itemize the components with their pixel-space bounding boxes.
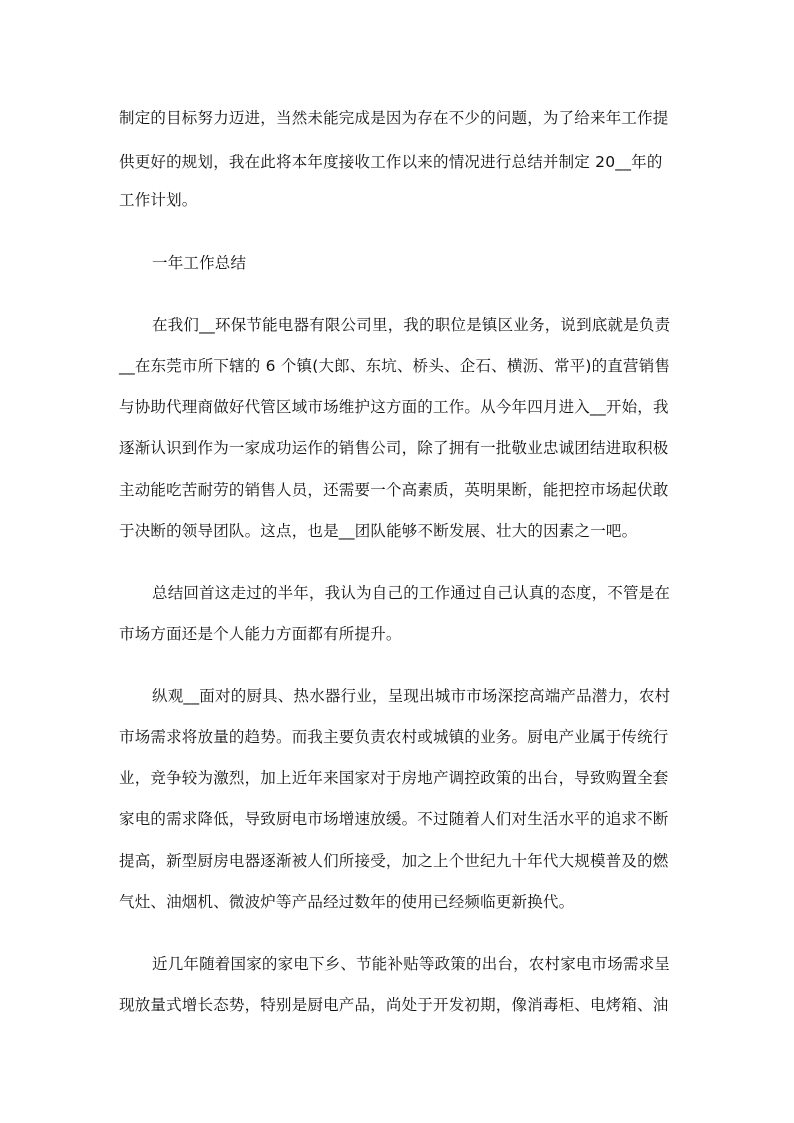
text-line: 制定的目标努力迈进，当然未能完成是因为存在不少的问题，为了给来年工作提: [119, 109, 669, 127]
text-line: 业，竞争较为激烈，加上近年来国家对于房地产调控政策的出台，导致购置全套: [119, 769, 669, 787]
text-line: 市场需求将放量的趋势。而我主要负责农村或城镇的业务。厨电产业属于传统行: [119, 728, 669, 746]
text-line: 供更好的规划，我在此将本年度接收工作以来的情况进行总结并制定 20__年的: [119, 153, 663, 171]
text-line: 于决断的领导团队。这点，也是__团队能够不断发展、壮大的因素之一吧。: [119, 522, 638, 540]
text-line: 与协助代理商做好代管区域市场维护这方面的工作。从今年四月进入__开始，我: [119, 398, 669, 416]
text-line: 现放量式增长态势，特别是厨电产品，尚处于开发初期，像消毒柜、电烤箱、油: [119, 996, 669, 1014]
text-line: 气灶、油烟机、微波炉等产品经过数年的使用已经频临更新换代。: [119, 893, 575, 911]
text-line: 工作计划。: [119, 191, 198, 209]
text-line: 逐渐认识到作为一家成功运作的销售公司，除了拥有一批敬业忠诚团结进取积极: [119, 439, 669, 457]
text-line: 主动能吃苦耐劳的销售人员，还需要一个高素质，英明果断，能把控市场起伏敢: [119, 481, 669, 499]
text-line: 纵观__面对的厨具、热水器行业，呈现出城市市场深挖高端产品潜力，农村: [152, 687, 671, 705]
text-line: 市场方面还是个人能力方面都有所提升。: [119, 625, 402, 643]
section-heading: 一年工作总结: [152, 254, 247, 272]
text-line: 提高，新型厨房电器逐渐被人们所接受，加之上个世纪九十年代大规模普及的燃: [119, 852, 669, 870]
text-line: 近几年随着国家的家电下乡、节能补贴等政策的出台，农村家电市场需求呈: [152, 955, 671, 973]
text-line: 在我们__环保节能电器有限公司里，我的职位是镇区业务，说到底就是负责: [152, 316, 671, 334]
text-line: 总结回首这走过的半年，我认为自己的工作通过自己认真的态度，不管是在: [152, 584, 671, 602]
text-line: 家电的需求降低，导致厨电市场增速放缓。不过随着人们对生活水平的追求不断: [119, 810, 669, 828]
text-line: __在东莞市所下辖的 6 个镇(大郎、东坑、桥头、企石、横沥、常平)的直营销售: [119, 357, 671, 375]
